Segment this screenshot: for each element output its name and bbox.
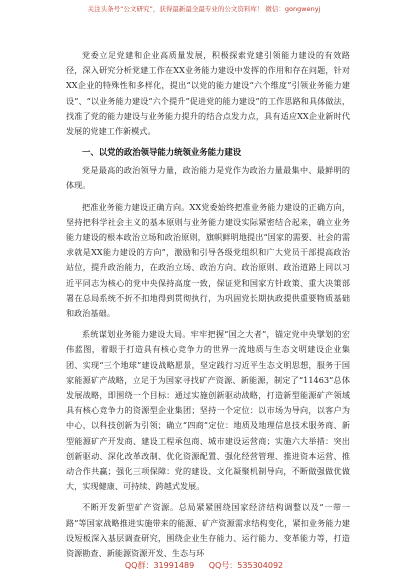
page-header-banner: 关注头条号“公文研究”，获得最新最全最专业的公文资料库！ 微信：gongwenyj bbox=[87, 5, 321, 13]
page-footer bbox=[0, 560, 408, 571]
document-body bbox=[66, 48, 350, 567]
intro-paragraph: 党委立足党建和企业高质量发展，积极探索党建引领能力建设的有效路径，深入研究分析党建工作在XX业务能力建设中发挥的作用和存在问题，针对XX企业的特殊性和多样化，提出“以党的能力建设“六个维度”引领业务能力建设”、“以业务能力建设“六个提升”促进党的能力建设”的工作思路和具体做法，找准了党的能力建设与业务能力提升的结合点发力点，具有适应XX企业新时代发展的党建工作新模式。 bbox=[66, 50, 350, 137]
section-paragraph: 不断开发新型矿产资源。总局紧紧围绕国家经济结构调整以及“一带一路”等国家战略推进实施带来的能源、矿产资源需求结构变化，紧扣业务能力建设短板深入基层调查研究，围绕企业生存能力、运行能力、变革能力等，打造资源勘查、新能源资源开发、生态与环 bbox=[66, 502, 350, 559]
footer-qq-id: QQ号：535304092 bbox=[208, 561, 284, 570]
section-paragraph: 系统谋划业务能力建设大局。牢牢把握“国之大者”，锚定党中央擘划的宏伟蓝图，着眼于打造具有核心竞争力的世界一流地质与生态文明建设企业集团、实现“三个地球”建设战略愿景，坚定践行习近平生态文明思想，服务于国家能源矿产战略，立足于为国家寻找矿产资源、新能源，制定了“11463”总体发展战略，即围绕一个目标：通过实施创新驱动战略，打造新型能源矿产领域具有核心竞争力的资源型企业集团；坚持一个定位：以市场为导向，以客户为中心，以科技创新为引领；确立“四商”定位：地质及地理信息技术服务商、新型能源矿产开发商、建设工程承包商、城市建设运营商；实施六大举措：突出创新驱动、深化改革改制、优化资源配置、强化经营管理、推进资本运营、推动合作共赢；强化三项保障：党的建设、文化凝聚机制导向，不断做强做优做大，实现健康、可持续、跨越式发展。 bbox=[66, 329, 350, 492]
section-paragraph: 把准业务能力建设正确方向。XX党委始终把准业务能力建设的正确方向，坚持把科学社会主义的基本原则与业务能力建设实际紧密结合起来，确立业务能力建设的根本政治立场和政治原则，旗帜鲜明地提出“国家的需要、社会的需求就是XX能力建设的方向”，激励和引导各级党组织和广大党员干部提高政治站位，提升政治能力，在政治立场、政治方向、政治原则、政治道路上同以习近平同志为核心的党中央保持高度一致，保证党和国家方针政策、重大决策部署在总局系统不折不扣地得到贯彻执行，为巩固党长期执政提供重要物质基础和政治基础。 bbox=[66, 201, 350, 319]
section-heading: 一、以党的政治领导能力统领业务能力建设 bbox=[82, 147, 242, 158]
section-paragraph: 党是最高的政治领导力量，政治能力是党作为政治力量最集中、最鲜明的体现。 bbox=[66, 165, 350, 191]
footer-qq-group: QQ群：31991489 bbox=[124, 561, 195, 570]
